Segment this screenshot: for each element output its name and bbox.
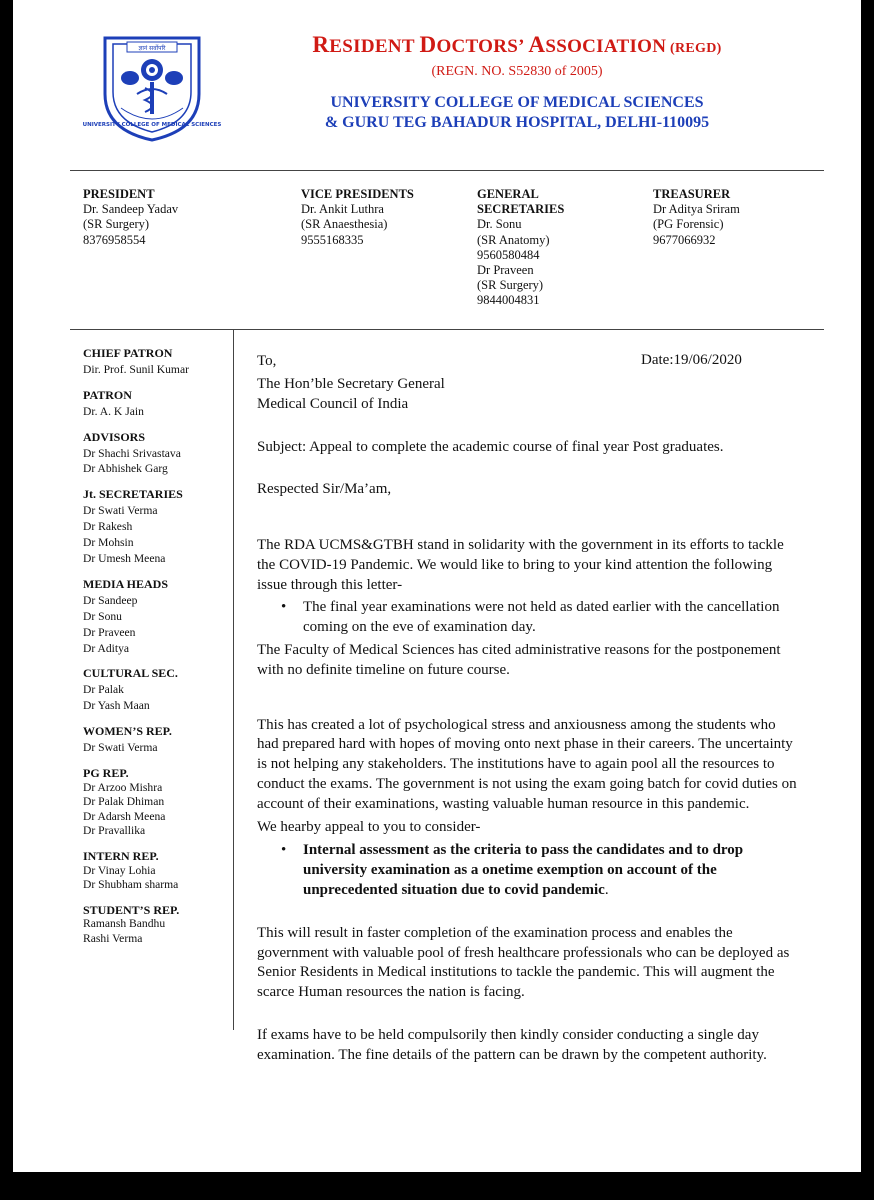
registration-number: (REGN. NO. S52830 of 2005) — [431, 64, 603, 79]
header-divider — [70, 170, 824, 171]
sidebar-group: PG REP. Dr Arzoo Mishra Dr Palak Dhiman Dr Adarsh Meena Dr Pravallika — [83, 765, 166, 838]
sidebar-group: CULTURAL SEC. Dr Palak Dr Yash Maan — [83, 666, 178, 713]
list-item: • Internal assessment as the criteria to pass the candidates and to drop university examination as a onetime exemption on account of the unprecedented situation due to covid pandemic. — [303, 841, 797, 900]
salutation: Respected Sir/Ma’am, — [257, 481, 392, 498]
sidebar-divider — [233, 330, 234, 1030]
sidebar-group: PATRON Dr. A. K Jain — [83, 387, 144, 418]
paragraph: This has created a lot of psychological stress and anxiousness among the students who had prepared hard with hopes of moving onto next phase in their careers. The uncertainty is not helping any stakeholders. The institutions have to again pool all the resources to conduct the exams. The government is not using the exam going batch for covid duties on account of their examinations, wasting valuable human resource in this pandemic. — [257, 716, 797, 812]
college-name-line2: & GURU TEG BAHADUR HOSPITAL, DELHI-110095 — [324, 114, 710, 131]
paragraph: This will result in faster completion of the examination process and enables the government with valuable pool of fresh healthcare professionals who can be deployed as Senior Residents in Medical institutions to tackle the pandemic. This will augment the scarce Human resources the nation is facing. — [257, 924, 790, 1001]
sidebar-group: Jt. SECRETARIES Dr Swati Verma Dr Rakesh Dr Mohsin Dr Umesh Meena — [83, 487, 183, 565]
recipient-line2: Medical Council of India — [257, 395, 409, 412]
committee-sidebar — [83, 346, 223, 956]
sidebar-group: INTERN REP. Dr Vinay Lohia Dr Shubham sharma — [83, 848, 179, 892]
sidebar-group: ADVISORS Dr Shachi Srivastava Dr Abhishek Garg — [83, 429, 181, 476]
president-block: PRESIDENT Dr. Sandeep Yadav (SR Surgery) 8376958554 — [83, 187, 179, 247]
letter-page — [13, 0, 861, 1172]
general-secretaries-block: GENERAL SECRETARIES Dr. Sonu (SR Anatomy) 9560580484 Dr Praveen (SR Surgery) 9844004831 — [477, 187, 565, 308]
letter-subject: Subject: Appeal to complete the academic course of final year Post graduates. — [257, 439, 724, 456]
letter-body — [257, 352, 797, 1066]
recipient-line1: The Hon’ble Secretary General — [257, 375, 445, 392]
college-name-line1: UNIVERSITY COLLEGE OF MEDICAL SCIENCES — [330, 94, 704, 111]
paragraph: If exams have to be held compulsorily then kindly consider conducting a single day examination. The fine details of the pattern can be drawn by the competent authority. — [257, 1026, 767, 1063]
bullet-list — [257, 598, 797, 638]
paragraph: The RDA UCMS&GTBH stand in solidarity with the government in its efforts to tackle the COVID-19 Pandemic. We would like to bring to your kind attention the following issue through this letter- — [257, 536, 784, 593]
letter-date: Date:19/06/2020 — [641, 352, 742, 368]
office-bearers-divider — [70, 329, 824, 330]
sidebar-group: STUDENT’S REP. Ramansh Bandhu Rashi Verma — [83, 902, 180, 945]
association-name: RESIDENT DOCTORS’ ASSOCIATION (REGD) — [312, 32, 722, 57]
letter-to: To, — [257, 353, 277, 369]
appeal-line: We hearby appeal to you to consider- — [257, 818, 481, 835]
treasurer-block: TREASURER Dr Aditya Sriram (PG Forensic) 9677066932 — [653, 187, 740, 247]
paragraph: The Faculty of Medical Sciences has cited administrative reasons for the postponement with no definite timeline on future course. — [257, 641, 781, 678]
sidebar-group: CHIEF PATRON Dir. Prof. Sunil Kumar — [83, 346, 189, 376]
logo-ring-text: UNIVERSITY COLLEGE OF MEDICAL SCIENCES — [82, 122, 222, 128]
sidebar-group: MEDIA HEADS Dr Sandeep Dr Sonu Dr Praveen Dr Aditya — [83, 576, 169, 655]
bullet-list — [257, 841, 797, 900]
list-item: • The final year examinations were not held as dated earlier with the cancellation coming on the eve of examination day. — [303, 598, 797, 638]
sidebar-group: WOMEN’S REP. Dr Swati Verma — [83, 724, 172, 755]
logo-motto: ज्ञानं सर्वोपरि — [138, 45, 166, 52]
vice-presidents-block: VICE PRESIDENTS Dr. Ankit Luthra (SR Anaesthesia) 9555168335 — [301, 187, 414, 247]
